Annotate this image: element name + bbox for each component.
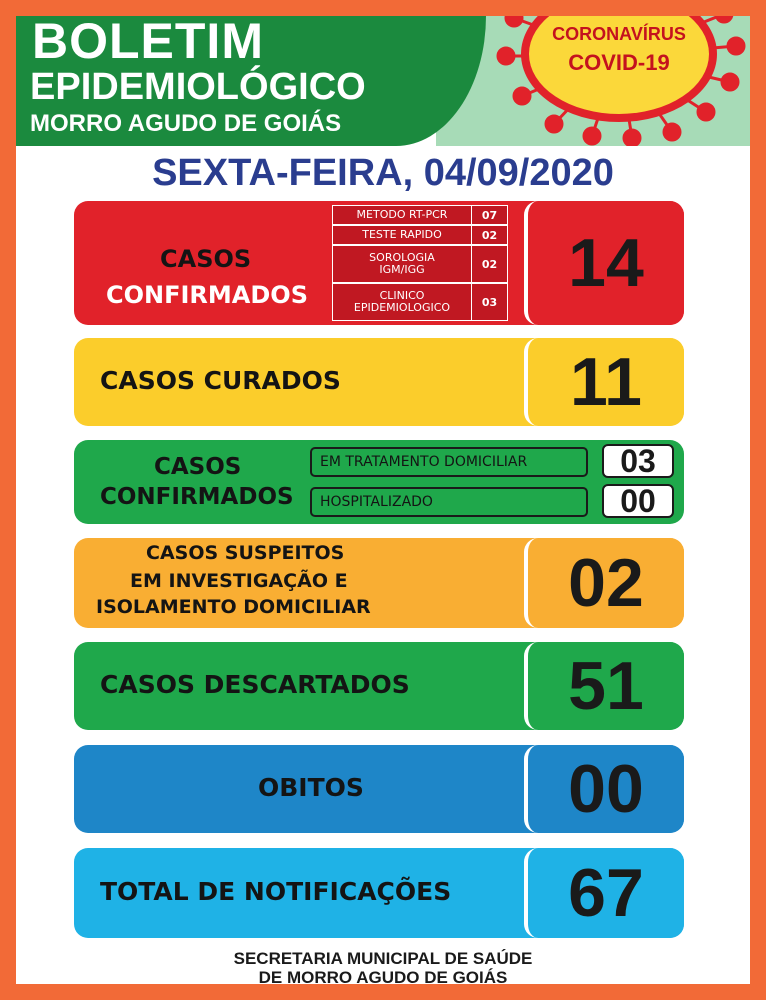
- method-name: [333, 246, 471, 282]
- method-name: TESTE RAPIDO: [362, 228, 442, 241]
- confirmed-cases-card: [74, 201, 684, 325]
- notifications-card: [74, 848, 684, 938]
- suspected-value: 02: [524, 538, 684, 628]
- suspected-label-line1: CASOS SUSPEITOS: [146, 542, 345, 564]
- status-label-line2: CONFIRMADOS: [100, 484, 294, 510]
- method-value: 02: [471, 226, 507, 244]
- virus-label-coronavirus: CORONAVÍRUS: [552, 24, 686, 44]
- footer-line2: DE MORRO AGUDO DE GOIÁS: [258, 968, 508, 984]
- method-row-teste-rapido: [332, 225, 508, 245]
- hospitalized-label: HOSPITALIZADO: [310, 487, 588, 517]
- discarded-value: 51: [524, 642, 684, 730]
- footer-line1: SECRETARIA MUNICIPAL DE SAÚDE: [233, 949, 533, 968]
- deaths-card: [74, 745, 684, 833]
- home-treatment-value: 03: [602, 444, 674, 478]
- cured-value: 11: [524, 338, 684, 426]
- method-value: 02: [471, 246, 507, 282]
- method-value: 03: [471, 284, 507, 320]
- confirmed-status-card: [74, 440, 684, 524]
- title-municipality: MORRO AGUDO DE GOIÁS: [30, 110, 342, 137]
- discarded-label: CASOS DESCARTADOS: [100, 670, 410, 699]
- deaths-label: OBITOS: [258, 773, 364, 802]
- method-name-line1: CLINICO: [379, 289, 425, 302]
- method-name-line2: IGM/IGG: [379, 263, 425, 276]
- suspected-cases-card: [74, 538, 684, 628]
- method-name: [333, 284, 471, 320]
- title-boletim: BOLETIM: [32, 16, 264, 69]
- method-name: METODO RT-PCR: [356, 208, 448, 221]
- suspected-label-line2: EM INVESTIGAÇÃO E: [130, 570, 348, 592]
- method-name-line2: EPIDEMIOLOGICO: [353, 301, 451, 314]
- method-row-sorologia: [332, 245, 508, 283]
- home-treatment-label: EM TRATAMENTO DOMICILIAR: [310, 447, 588, 477]
- notifications-label: TOTAL DE NOTIFICAÇÕES: [100, 877, 452, 906]
- notifications-value: 67: [524, 848, 684, 938]
- confirmed-total: 14: [524, 201, 684, 325]
- deaths-value: 00: [524, 745, 684, 833]
- cured-label: CASOS CURADOS: [100, 366, 341, 395]
- title-epidemiologico: EPIDEMIOLÓGICO: [30, 66, 366, 108]
- suspected-label-line3: ISOLAMENTO DOMICILIAR: [96, 596, 371, 618]
- bulletin-page: [16, 16, 750, 984]
- method-row-clinico: [332, 283, 508, 321]
- bulletin-date: SEXTA-FEIRA, 04/09/2020: [152, 152, 614, 194]
- discarded-cases-card: [74, 642, 684, 730]
- confirmed-label-line1: CASOS: [160, 245, 252, 273]
- cured-cases-card: [74, 338, 684, 426]
- method-value: 07: [471, 206, 507, 224]
- virus-label-covid: COVID-19: [568, 50, 670, 75]
- method-name-line1: SOROLOGIA: [369, 251, 435, 264]
- confirmed-label-line2: CONFIRMADOS: [106, 281, 308, 309]
- hospitalized-value: 00: [602, 484, 674, 518]
- status-label-line1: CASOS: [154, 454, 242, 480]
- method-row-rt-pcr: [332, 205, 508, 225]
